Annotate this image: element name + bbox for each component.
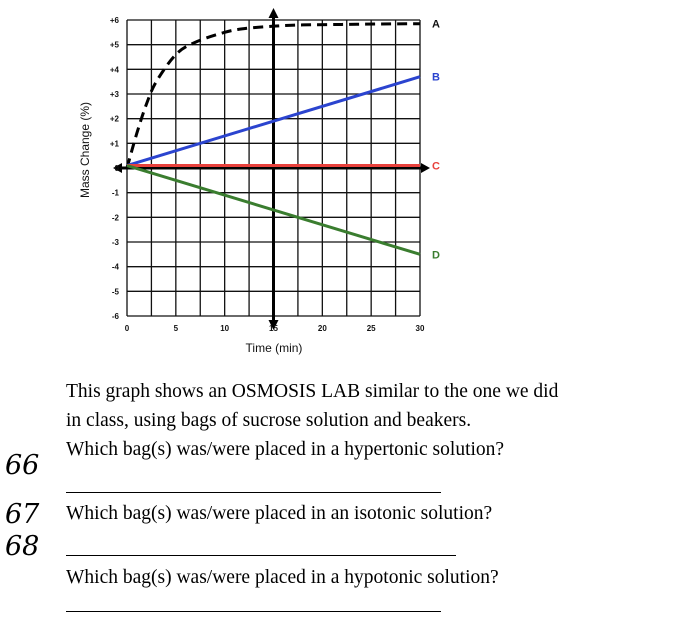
- x-tick-label: 20: [317, 324, 327, 333]
- y-tick-label: -1: [111, 188, 119, 198]
- x-axis-arrow-right: [421, 163, 430, 173]
- chart-axes: [113, 8, 430, 330]
- series-label-b: B: [432, 71, 440, 84]
- y-tick-label: -3: [111, 238, 119, 247]
- y-tick-label: -2: [111, 213, 119, 223]
- y-axis-label: Mass Change (%): [78, 101, 92, 199]
- x-tick-label: 25: [366, 324, 376, 333]
- answer-line-hypotonic[interactable]: [66, 611, 441, 612]
- y-tick-label: +5: [109, 40, 119, 50]
- intro-line-1: This graph shows an OSMOSIS LAB similar to the one we did: [66, 381, 559, 402]
- handwritten-number-67: 67: [5, 499, 40, 530]
- y-tick-label: +1: [109, 139, 119, 149]
- series-label-a: A: [432, 18, 440, 31]
- x-tick-labels: [125, 324, 425, 333]
- y-tick-label: -6: [111, 312, 119, 321]
- question-isotonic: Which bag(s) was/were placed in an isotonic solution?: [66, 503, 493, 524]
- x-axis-label: Time (min): [245, 341, 303, 355]
- y-tick-label: -5: [111, 287, 119, 297]
- y-axis-arrow-up: [269, 8, 279, 18]
- handwritten-number-68: 68: [5, 531, 40, 562]
- x-tick-label: 0: [124, 324, 130, 333]
- x-tick-label: 30: [415, 324, 425, 333]
- y-tick-label: +4: [109, 65, 119, 75]
- y-tick-label: +6: [109, 16, 119, 25]
- y-tick-label: -4: [111, 262, 119, 272]
- answer-line-isotonic[interactable]: [66, 555, 456, 556]
- x-tick-label: 15: [269, 324, 278, 333]
- y-tick-label: +3: [109, 90, 119, 99]
- answer-line-hypertonic[interactable]: [66, 492, 441, 493]
- y-tick-label: 0: [114, 164, 119, 173]
- question-hypertonic: Which bag(s) was/were placed in a hypertonic solution?: [66, 439, 505, 460]
- y-tick-labels: [110, 16, 120, 321]
- series-labels: [432, 19, 440, 262]
- question-hypotonic: Which bag(s) was/were placed in a hypotonic solution?: [66, 567, 499, 588]
- intro-line-2: in class, using bags of sucrose solution and beakers.: [66, 410, 472, 431]
- y-tick-label: +2: [109, 114, 119, 124]
- x-tick-label: 10: [220, 324, 230, 333]
- x-tick-label: 5: [173, 324, 179, 333]
- series-label-c: C: [432, 160, 440, 173]
- handwritten-number-66: 66: [5, 450, 40, 481]
- series-label-d: D: [432, 249, 440, 262]
